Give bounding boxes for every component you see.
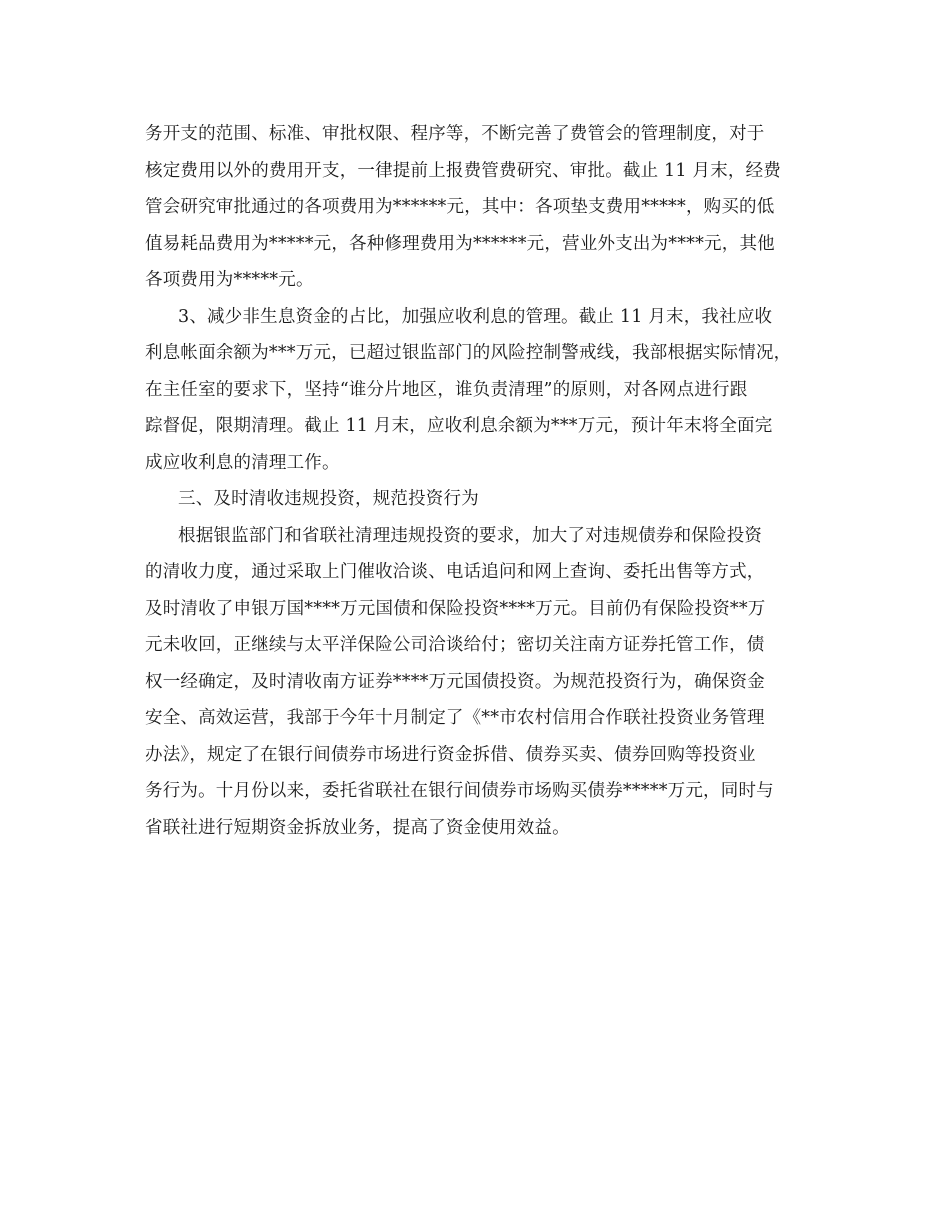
body-line: 在主任室的要求下，坚持“谁分片地区，谁负责清理”的原则，对各网点进行跟 xyxy=(145,379,748,400)
body-line: 的清收力度，通过采取上门催收洽谈、电话追问和网上查询、委托出售等方式， xyxy=(145,562,765,582)
body-line: 各项费用为*****元。 xyxy=(145,270,314,290)
body-line: 办法》，规定了在银行间债券市场进行资金拆借、债券买卖、债券回购等投资业 xyxy=(145,744,756,765)
body-line: 利息帐面余额为***万元，已超过银监部门的风险控制警戒线，我部根据实际情况， xyxy=(145,343,792,363)
body-line: 省联社进行短期资金拆放业务，提高了资金使用效益。 xyxy=(145,817,570,838)
body-line: 元未收回，正继续与太平洋保险公司洽谈给付；密切关注南方证券托管工作，债 xyxy=(145,635,765,655)
body-line: 管会研究审批通过的各项费用为******元，其中：各项垫支费用*****，购买的低 xyxy=(145,197,775,217)
body-line: 踪督促，限期清理。截止 11 月末，应收利息余额为***万元，预计年末将全面完 xyxy=(145,416,773,436)
body-line: 值易耗品费用为*****元，各种修理费用为******元，营业外支出为****元，其他 xyxy=(145,233,775,254)
body-line: 核定费用以外的费用开支，一律提前上报费管费研究、审批。截止 11 月末，经费 xyxy=(145,160,781,181)
body-line: 务开支的范围、标准、审批权限、程序等，不断完善了费管会的管理制度，对于 xyxy=(145,124,765,144)
body-line: 成应收利息的清理工作。 xyxy=(145,452,340,473)
paragraph-start-line: 根据银监部门和省联社清理违规投资的要求，加大了对违规债券和保险投资 xyxy=(178,525,763,546)
document-body xyxy=(145,116,825,846)
body-line: 安全、高效运营，我部于今年十月制定了《**市农村信用合作联社投资业务管理 xyxy=(145,708,765,728)
section-heading: 三、及时清收违规投资，规范投资行为 xyxy=(178,489,479,509)
body-line: 务行为。十月份以来，委托省联社在银行间债券市场购买债券*****万元，同时与 xyxy=(145,781,774,801)
paragraph-start-line: 3、减少非生息资金的占比，加强应收利息的管理。截止 11 月末，我社应收 xyxy=(178,306,773,327)
body-line: 权一经确定，及时清收南方证券****万元国债投资。为规范投资行为，确保资金 xyxy=(145,671,765,692)
body-line: 及时清收了申银万国****万元国债和保险投资****万元。目前仍有保险投资**万 xyxy=(145,598,766,619)
